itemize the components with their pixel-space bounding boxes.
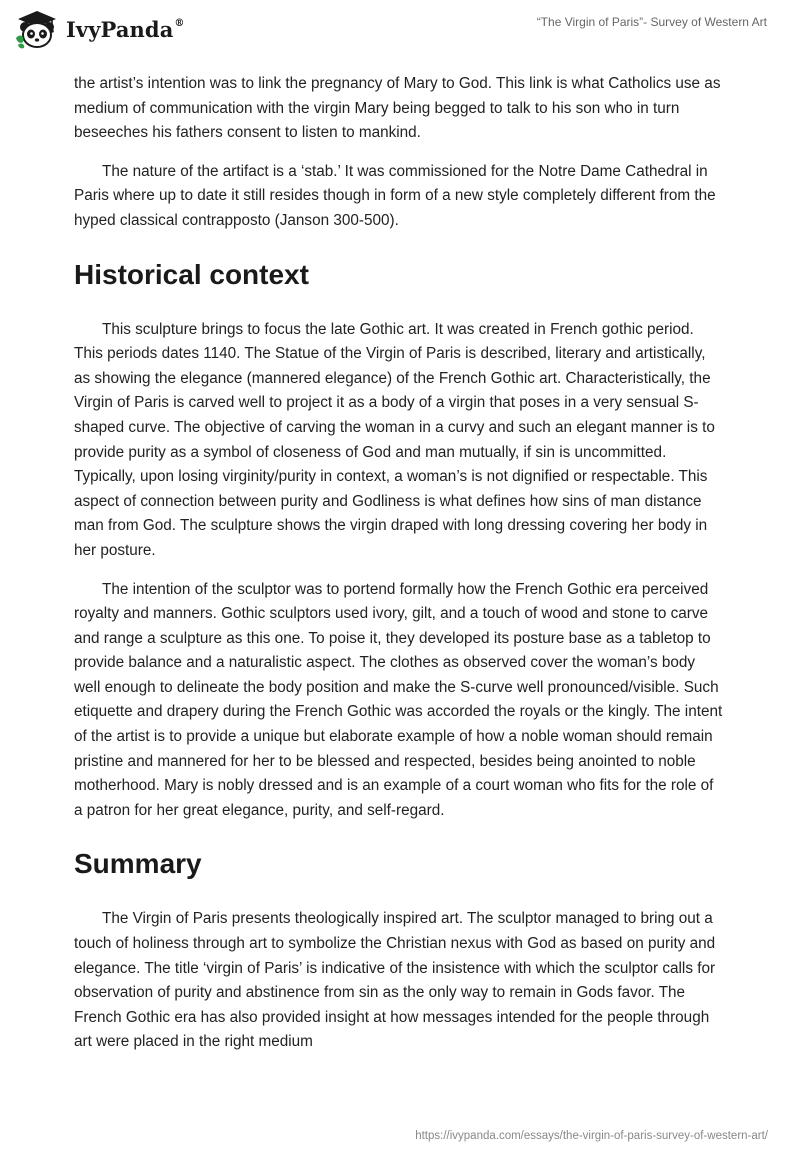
essay-body [74, 72, 724, 1069]
paragraph: The intention of the sculptor was to portend formally how the French Gothic era perceived royalty and manners. Gothic sculptors used ivory, gilt, and a touch of wood and stone to carve and range a sculpture as this one. To poise it, they developed its posture base as a tabletop to provide balance and a naturalistic aspect. The clothes as observed cover the woman’s body well enough to delineate the body position and make the S-curve well pronounced/visible. Such etiquette and drapery during the French Gothic was accorded the royals or the kingly. The intent of the artist is to provide a unique but elaborate example of how a noble woman should remain pristine and mannered for her to be blessed and respected, besides being anointed to noble motherhood. Mary is nobly dressed and is an example of a court woman who fits for the role of a patron for her great elegance, purity, and self-regard. [74, 580, 723, 819]
page-header [0, 0, 800, 60]
document-title: “The Virgin of Paris”- Survey of Western Art [536, 15, 767, 29]
panda-graduation-cap-icon [14, 8, 60, 50]
logo-wordmark: IvyPanda® [66, 16, 185, 42]
paragraph: The nature of the artifact is a ‘stab.’ It was commissioned for the Notre Dame Cathedral in Paris where up to date it still resides though in form of a new style completely different from the hyped classical contrapposto (Janson 300-500). [74, 162, 716, 229]
section-heading-summary: Summary [74, 848, 202, 880]
section-heading-historical-context: Historical context [74, 258, 309, 290]
ivypanda-logo[interactable] [14, 8, 185, 50]
source-url-link[interactable]: https://ivypanda.com/essays/the-virgin-of-paris-survey-of-western-art/ [415, 1130, 768, 1142]
paragraph: the artist’s intention was to link the pregnancy of Mary to God. This link is what Catholics use as medium of communication with the virgin Mary being begged to talk to his son who in turn beseeches his fathers consent to listen to mankind. [74, 75, 721, 142]
registered-mark: ® [174, 17, 185, 29]
paragraph: The Virgin of Paris presents theologically inspired art. The sculptor managed to bring out a touch of holiness through art to symbolize the Christian nexus with God as based on purity and elegance. The title ‘virgin of Paris’ is indicative of the insistence with which the sculptor calls for observation of purity and abstinence from sin as the only way to remain in Gods favor. The French Gothic era has also provided insight at how messages intended for the people through art were placed in the right medium [74, 910, 716, 1051]
paragraph: This sculpture brings to focus the late Gothic art. It was created in French gothic period. This periods dates 1140. The Statue of the Virgin of Paris is described, literary and artistically, as showing the elegance (mannered elegance) of the French Gothic art. Characteristically, the Virgin of Paris is carved well to project it as a body of a virgin that poses in a very sensual S-shaped curve. The objective of carving the woman in a curvy and such an elegant manner is to provide purity as a symbol of closeness of God and man mutually, if sin is uncommitted. Typically, upon losing virginity/purity in context, a woman’s is not dignified or respectable. This aspect of connection between purity and Godliness is what defines how sins of man distance man from God. The sculpture shows the virgin draped with long dressing covering her body in her posture. [74, 320, 715, 559]
